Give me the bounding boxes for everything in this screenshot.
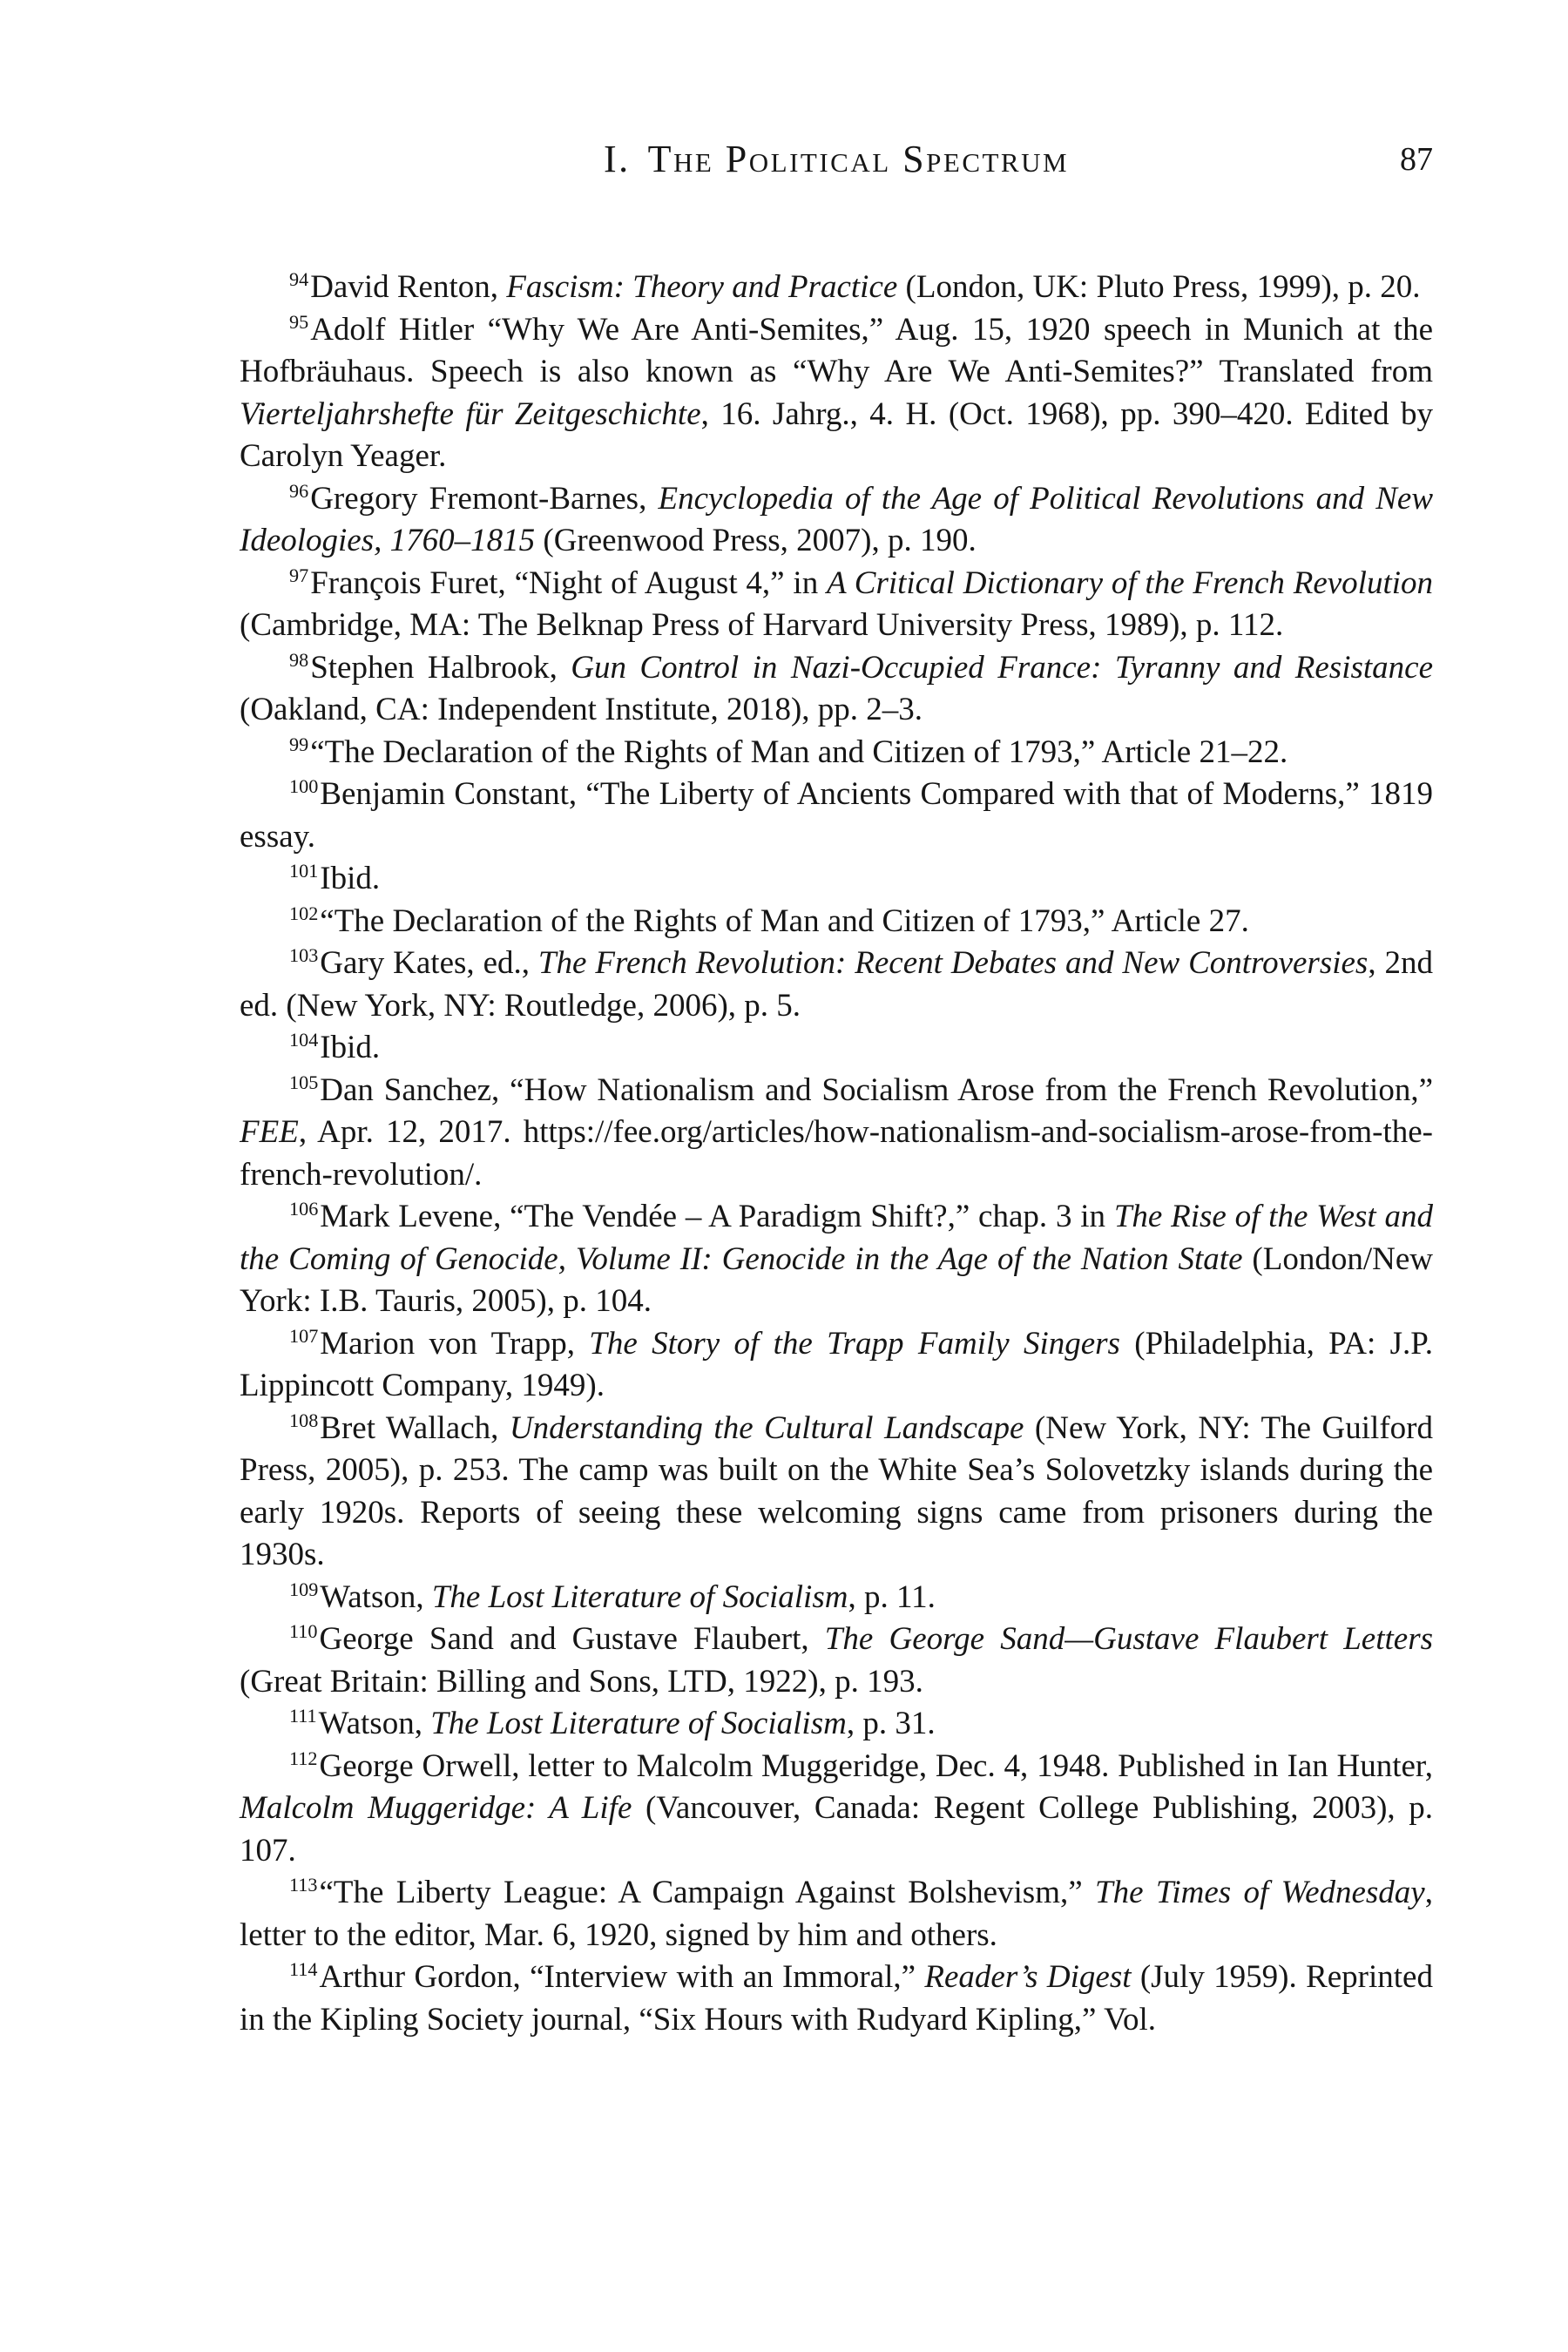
footnote-italic-text: Encyclopedia of the Age of Political Revolutions and New Ideologies, 1760–1815 xyxy=(240,480,1433,558)
footnote xyxy=(240,1408,1433,1577)
footnote-text: Watson, xyxy=(318,1706,431,1741)
footnote-text: Ibid. xyxy=(320,861,381,896)
footnote xyxy=(240,309,1433,478)
footnote-number: 105 xyxy=(289,1071,319,1093)
footnote-number: 108 xyxy=(289,1409,319,1431)
footnote-italic-text: Reader’s Digest xyxy=(924,1959,1132,1995)
footnote xyxy=(240,943,1433,1027)
footnote-text: (Greenwood Press, 2007), p. 190. xyxy=(535,523,977,558)
footnote-text: George Orwell, letter to Malcolm Muggeridge, Dec. 4, 1948. Published in Ian Hunter, xyxy=(319,1747,1433,1784)
footnote-italic-text: Gun Control in Nazi-Occupied France: Tyranny and Resistance xyxy=(571,649,1433,686)
footnote xyxy=(240,1070,1433,1197)
footnote-text: Gregory Fremont-Barnes, xyxy=(310,480,659,517)
footnote-text: “The Declaration of the Rights of Man and Citizen of 1793,” Article 21–22. xyxy=(310,733,1288,770)
footnote-number: 109 xyxy=(289,1578,319,1600)
running-head xyxy=(240,134,1433,185)
footnote-italic-text: The George Sand—Gustave Flaubert Letters xyxy=(824,1621,1434,1657)
footnote-italic-text: A Critical Dictionary of the French Revolution xyxy=(827,564,1434,601)
footnote-text: (Cambridge, MA: The Belknap Press of Harvard University Press, 1989), p. 112. xyxy=(240,607,1284,643)
footnote-text: (Great Britain: Billing and Sons, LTD, 1922), p. 193. xyxy=(240,1663,923,1700)
footnote-text: (New York, NY: The Guilford Press, 2005), p. 253. The camp was built on the White Sea’s Solovetzky islands during the early 1920s. Reports of seeing these welcoming signs came from prisoners during the 1930s. xyxy=(240,1409,1433,1572)
footnote-text: Mark Levene, “The Vendée – A Paradigm Shift?,” chap. 3 in xyxy=(320,1199,1114,1234)
footnote-number: 97 xyxy=(289,564,309,586)
footnote-text: , 2nd ed. (New York, NY: Routledge, 2006), p. 5. xyxy=(240,945,1433,1024)
chapter-title-text: The Political Spectrum xyxy=(647,138,1070,180)
footnote-text: Stephen Halbrook, xyxy=(310,649,571,686)
footnote-italic-text: Malcolm Muggeridge: A Life xyxy=(240,1790,632,1826)
footnote-text: Benjamin Constant, “The Liberty of Ancients Compared with that of Moderns,” 1819 essay. xyxy=(240,776,1433,855)
footnote-number: 100 xyxy=(289,775,319,798)
footnote-italic-text: The French Revolution: Recent Debates and New Controversies xyxy=(537,945,1369,981)
footnote-text: Gary Kates, ed., xyxy=(320,945,538,981)
footnote xyxy=(240,1872,1433,1957)
footnote xyxy=(240,563,1433,647)
footnote-text: (Oakland, CA: Independent Institute, 2018), pp. 2–3. xyxy=(240,692,923,727)
footnote xyxy=(240,478,1433,563)
footnote-number: 104 xyxy=(289,1029,319,1051)
footnote-number: 99 xyxy=(289,733,309,755)
footnote-number: 102 xyxy=(289,902,319,924)
footnote xyxy=(240,1196,1433,1323)
footnote-text: , 16. Jahrg., 4. H. (Oct. 1968), pp. 390–420. Edited by Carolyn Yeager. xyxy=(240,395,1434,474)
footnote-italic-text: The Lost Literature of Socialism xyxy=(430,1706,847,1741)
footnote-text: Arthur Gordon, “Interview with an Immoral,” xyxy=(319,1959,925,1995)
footnote-text: David Renton, xyxy=(310,269,507,305)
footnote-number: 95 xyxy=(289,310,309,333)
footnote xyxy=(240,1027,1433,1070)
footnote-text: , letter to the editor, Mar. 6, 1920, signed by him and others. xyxy=(240,1875,1433,1953)
footnote-number: 111 xyxy=(289,1705,317,1727)
footnote xyxy=(240,901,1433,943)
footnote-text: , p. 11. xyxy=(848,1578,936,1615)
footnote-text: Ibid. xyxy=(320,1030,381,1065)
footnote-italic-text: Understanding the Cultural Landscape xyxy=(509,1409,1024,1446)
footnote-number: 103 xyxy=(289,944,319,967)
footnote-italic-text: The Rise of the West and the Coming of Genocide, Volume II: Genocide in the Age of the Nation State xyxy=(240,1199,1433,1277)
footnote-text: George Sand and Gustave Flaubert, xyxy=(319,1621,825,1657)
footnote xyxy=(240,1323,1433,1408)
footnote-text: , p. 31. xyxy=(846,1706,936,1741)
footnote-number: 112 xyxy=(289,1747,318,1769)
footnote-italic-text: FEE xyxy=(240,1114,299,1150)
footnote xyxy=(240,1577,1433,1619)
footnote-text: François Furet, “Night of August 4,” in xyxy=(310,564,828,601)
footnote-number: 107 xyxy=(289,1324,319,1347)
footnote-number: 113 xyxy=(289,1874,318,1896)
footnote-italic-text: The Lost Literature of Socialism xyxy=(431,1578,848,1615)
footnote-text: Marion von Trapp, xyxy=(320,1325,590,1362)
footnote-number: 98 xyxy=(289,648,309,671)
footnote xyxy=(240,858,1433,901)
footnote xyxy=(240,1957,1433,2041)
footnote-italic-text: Fascism: Theory and Practice xyxy=(506,269,898,305)
footnote-number: 101 xyxy=(289,860,319,882)
footnote-text: (London/New York: I.B. Tauris, 2005), p. 104. xyxy=(240,1240,1433,1319)
footnotes xyxy=(240,267,1433,2041)
footnote-text: (Philadelphia, PA: J.P. Lippincott Company, 1949). xyxy=(240,1325,1433,1403)
footnote-text: Dan Sanchez, “How Nationalism and Socialism Arose from the French Revolution,” xyxy=(320,1071,1433,1108)
footnote-text: (Vancouver, Canada: Regent College Publishing, 2003), p. 107. xyxy=(240,1790,1434,1869)
footnote-italic-text: Vierteljahrshefte für Zeitgeschichte xyxy=(240,395,701,432)
footnote-text: “The Liberty League: A Campaign Against Bolshevism,” xyxy=(319,1875,1095,1910)
footnote xyxy=(240,774,1433,858)
footnote-number: 114 xyxy=(289,1958,318,1981)
footnote xyxy=(240,732,1433,774)
chapter-title xyxy=(240,134,1433,185)
footnote-text: Adolf Hitler “Why We Are Anti-Semites,” Aug. 15, 1920 speech in Munich at the Hofbräuhaus. Speech is also known as “Why Are We Anti-Semites?” Translated from xyxy=(240,311,1433,389)
footnote-text: Bret Wallach, xyxy=(320,1409,510,1446)
footnote-text: , Apr. 12, 2017. https://fee.org/articles/how-nationalism-and-socialism-arose-from-the-french-revolution/. xyxy=(240,1114,1433,1193)
footnote-italic-text: The Times of Wednesday xyxy=(1095,1875,1425,1910)
footnote-text: (July 1959). Reprinted in the Kipling Society journal, “Six Hours with Rudyard Kipling,” Vol. xyxy=(240,1959,1433,2038)
footnote-number: 96 xyxy=(289,479,309,502)
footnote xyxy=(240,1746,1433,1873)
footnote xyxy=(240,647,1433,732)
footnote xyxy=(240,267,1433,309)
footnote xyxy=(240,1703,1433,1746)
page-number: 87 xyxy=(1400,141,1433,178)
footnote-number: 106 xyxy=(289,1198,319,1220)
footnote-number: 110 xyxy=(289,1620,318,1643)
footnote-text: (London, UK: Pluto Press, 1999), p. 20. xyxy=(897,269,1421,305)
chapter-number: I. xyxy=(603,138,631,180)
footnote-number: 94 xyxy=(289,268,309,291)
footnote-text: “The Declaration of the Rights of Man and Citizen of 1793,” Article 27. xyxy=(320,902,1249,939)
footnote-text: Watson, xyxy=(320,1578,432,1615)
footnote xyxy=(240,1619,1433,1703)
footnote-italic-text: The Story of the Trapp Family Singers xyxy=(589,1325,1120,1362)
